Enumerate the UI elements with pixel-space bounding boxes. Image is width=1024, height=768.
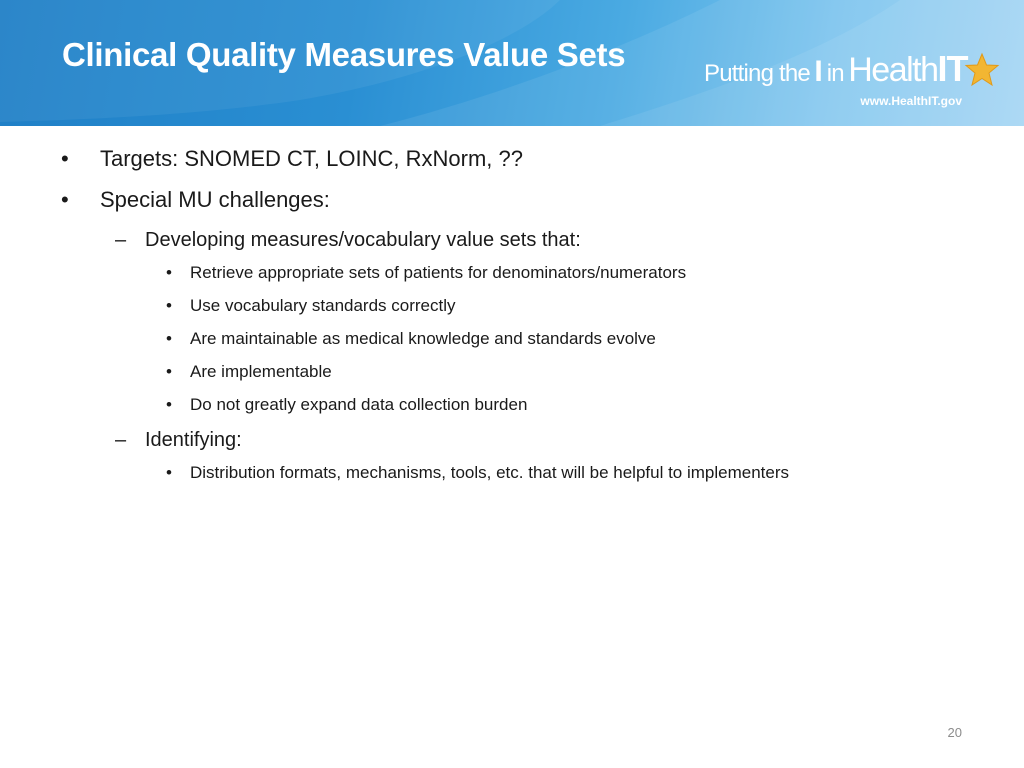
star-icon bbox=[964, 52, 1000, 88]
bullet-item-level-3 bbox=[60, 262, 1000, 284]
bullet-text: Special MU challenges: bbox=[100, 187, 330, 212]
logo-in: in bbox=[826, 60, 844, 87]
bullet-text: Are implementable bbox=[190, 362, 332, 381]
bullet-item-level-1 bbox=[60, 186, 1000, 214]
bullet-item-level-2 bbox=[60, 227, 1000, 253]
bullet-text: Retrieve appropriate sets of patients for denominators/numerators bbox=[190, 263, 687, 282]
bullet-text: Targets: SNOMED CT, LOINC, RxNorm, ?? bbox=[100, 146, 523, 171]
bullet-marker: • bbox=[166, 329, 172, 348]
bullet-item-level-3 bbox=[60, 361, 1000, 383]
bullet-marker: • bbox=[61, 187, 69, 212]
healthit-logo bbox=[704, 48, 1004, 114]
bullet-marker: • bbox=[166, 395, 172, 414]
bullet-text: Identifying: bbox=[145, 429, 242, 451]
header-banner bbox=[0, 0, 1024, 126]
bullet-item-level-1 bbox=[60, 145, 1000, 173]
logo-health: Health bbox=[848, 51, 938, 89]
logo-i: I bbox=[814, 55, 823, 88]
bullet-item-level-3 bbox=[60, 462, 1000, 484]
slide-title: Clinical Quality Measures Value Sets bbox=[62, 36, 626, 73]
bullet-marker: • bbox=[166, 263, 172, 282]
bullet-marker: • bbox=[166, 463, 172, 482]
logo-putting-the: Putting the bbox=[704, 60, 810, 87]
logo-wordmark bbox=[704, 48, 968, 90]
bullet-item-level-3 bbox=[60, 295, 1000, 317]
bullet-text: Are maintainable as medical knowledge and standards evolve bbox=[190, 329, 656, 348]
bullet-text: Use vocabulary standards correctly bbox=[190, 296, 456, 315]
logo-url: www.HealthIT.gov bbox=[860, 94, 962, 108]
bullet-marker: • bbox=[166, 362, 172, 381]
bullet-item-level-3 bbox=[60, 328, 1000, 350]
bullet-text: Do not greatly expand data collection burden bbox=[190, 395, 528, 414]
bullet-marker: • bbox=[166, 296, 172, 315]
bullet-text: Developing measures/vocabulary value sets that: bbox=[145, 229, 581, 251]
page-number: 20 bbox=[947, 725, 962, 740]
bullet-marker: • bbox=[61, 146, 69, 171]
bullet-item-level-2 bbox=[60, 427, 1000, 453]
bullet-item-level-3 bbox=[60, 394, 1000, 416]
dash-bullet-marker: – bbox=[115, 429, 127, 451]
logo-it: IT bbox=[937, 48, 968, 89]
bullet-list bbox=[60, 145, 1000, 495]
dash-bullet-marker: – bbox=[115, 229, 127, 251]
bullet-text: Distribution formats, mechanisms, tools, etc. that will be helpful to implementers bbox=[190, 463, 790, 482]
